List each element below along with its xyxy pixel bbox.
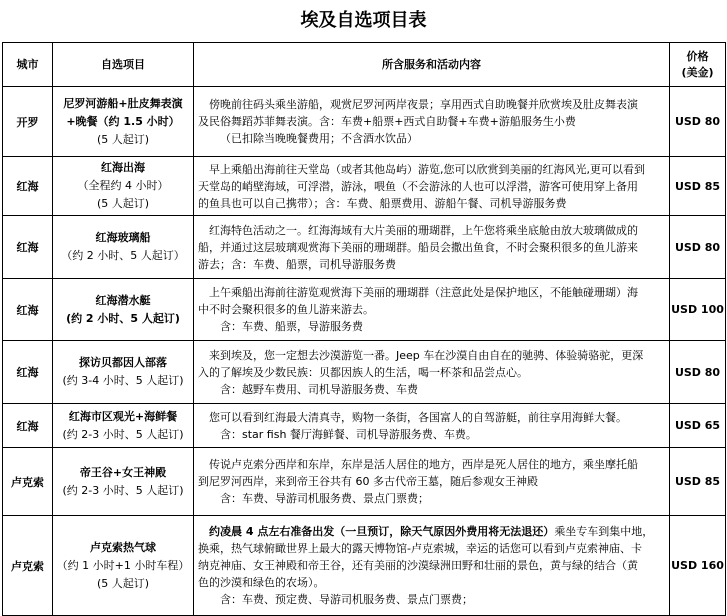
description-line: 入的了解埃及少数民族：贝都因族人的生活，喝一杯茶和品尝点心。 xyxy=(198,365,528,379)
description-line: 天堂岛的峭壁海域，可浮潜，游泳，喂鱼（不会游泳的人也可以浮潜，游客可使用穿上备用 xyxy=(198,179,638,193)
item-name: 帝王谷+女王神殿 xyxy=(79,465,167,479)
item-name: 红海出海 xyxy=(101,161,145,174)
departure-notice: 约凌晨 4 点左右准备出发（一旦预订，除天气原因外费用将无法退还） xyxy=(209,525,555,538)
table-row xyxy=(3,279,726,341)
city-cell: 卢克索 xyxy=(3,448,53,516)
table-row xyxy=(3,448,726,516)
optional-tours-table xyxy=(2,42,726,616)
description-line-tail: 乘坐专车到集中地， xyxy=(554,525,654,538)
item-cell xyxy=(53,448,194,516)
description-line: 含：车费、导游司机服务费、景点门票费； xyxy=(220,492,429,505)
item-note: (5 人起订) xyxy=(96,576,150,590)
price-cell: USD 80 xyxy=(670,341,726,404)
item-name: 卢克索热气球 xyxy=(90,540,156,554)
description-line: 色的沙漠和绿色的农场）。 xyxy=(198,576,325,589)
description-line: 到尼罗河西岸，来到帝王谷共有 60 多古代帝王墓，随后参观女王神殿 xyxy=(198,475,538,488)
description-line xyxy=(198,523,666,540)
description-cell xyxy=(194,448,670,516)
description-cell xyxy=(194,87,670,157)
item-note: (5 人起订) xyxy=(96,197,150,210)
description-line: 来到埃及，您一定想去沙漠游览一番。Jeep 车在沙漠自由自在的驰骋、体验骑骆驼，更深 xyxy=(209,348,644,362)
description-line: 上午乘船出海前往游览观赏海下美丽的珊瑚群（注意此处是保护地区，不能触碰珊瑚）海 xyxy=(209,286,638,299)
table-row xyxy=(3,516,726,616)
table-row xyxy=(3,87,726,157)
description-cell xyxy=(194,279,670,341)
description-line: 传说卢克索分西岸和东岸，东岸是活人居住的地方，西岸是死人居住的地方，乘坐摩托船 xyxy=(209,458,638,471)
header-price-line2: (美金) xyxy=(681,65,714,79)
description-cell xyxy=(194,341,670,404)
price-cell: USD 65 xyxy=(670,404,726,448)
description-line: 红海特色活动之一。红海海域有大片美丽的珊瑚群，上午您将乘坐底舱由放大玻璃做成的 xyxy=(209,223,638,237)
item-cell xyxy=(53,341,194,404)
city-cell: 红海 xyxy=(3,404,53,448)
table-row xyxy=(3,216,726,279)
description-cell xyxy=(194,157,670,216)
item-name: 尼罗河游船+肚皮舞表演 xyxy=(63,96,183,110)
item-name: 红海玻璃船 xyxy=(95,231,151,244)
city-cell: 红海 xyxy=(3,341,53,404)
description-line: 含：star fish 餐厅海鲜餐、司机导游服务费、车费。 xyxy=(220,427,477,441)
item-cell xyxy=(53,516,194,616)
item-cell xyxy=(53,279,194,341)
item-cell xyxy=(53,404,194,448)
description-line: 换乘，热气球俯瞰世界上最大的露天博物馆-卢克索城，幸运的话您可以看到卢克索神庙、卡 xyxy=(198,542,642,555)
table-row xyxy=(3,404,726,448)
document-title: 埃及自选项目表 xyxy=(300,10,427,31)
item-note: (5 人起订) xyxy=(96,132,150,146)
price-cell: USD 80 xyxy=(670,216,726,279)
header-city: 城市 xyxy=(3,43,53,87)
header-price xyxy=(670,43,726,87)
description-line: 傍晚前往码头乘坐游船，观赏尼罗河两岸夜景；享用西式自助晚餐并欣赏埃及肚皮舞表演 xyxy=(209,98,638,111)
item-detail: (约 3-4 小时、5 人起订) xyxy=(62,374,184,387)
city-cell: 卢克索 xyxy=(3,516,53,616)
item-detail: （全程约 4 小时） xyxy=(77,179,169,192)
item-detail: （约 2 小时、5 人起订） xyxy=(61,249,185,262)
table-row xyxy=(3,341,726,404)
item-name: 探访贝都因人部落 xyxy=(79,356,167,369)
item-detail: （约 1 小时+1 小时车程） xyxy=(56,558,190,572)
description-line: 的鱼具也可以自己携带）；含：车费、船票费用、游船午餐、司机导游服务费 xyxy=(198,196,567,210)
header-item: 自选项目 xyxy=(53,43,194,87)
item-cell xyxy=(53,157,194,216)
item-name: 红海市区观光+海鲜餐 xyxy=(68,409,178,423)
description-cell xyxy=(194,516,670,616)
description-line: 含：车费、船票，导游服务费 xyxy=(220,320,363,333)
item-detail: (约 2-3 小时、5 人起订) xyxy=(62,483,184,497)
description-line: 纳克神庙、女王神殿和帝王谷，还有美丽的沙漠绿洲田野和壮丽的景色，黄与绿的结合（黄 xyxy=(198,559,638,572)
description-cell xyxy=(194,404,670,448)
item-cell xyxy=(53,87,194,157)
description-line: 游去；含：车费、船票，司机导游服务费 xyxy=(198,257,396,271)
price-cell: USD 85 xyxy=(670,448,726,516)
description-line: 含：车费、预定费、导游司机服务费、景点门票费； xyxy=(220,593,473,606)
table-header-row xyxy=(3,43,726,87)
price-cell: USD 100 xyxy=(670,279,726,341)
description-cell xyxy=(194,216,670,279)
item-name: 红海潜水艇 xyxy=(95,293,151,307)
city-cell: 开罗 xyxy=(3,87,53,157)
item-detail: (约 2-3 小时、5 人起订) xyxy=(62,427,184,441)
description-line: 早上乘船出海前往天堂岛（或者其他岛屿）游览,您可以欣赏到美丽的红海风光,更可以看到 xyxy=(209,162,645,176)
price-cell: USD 80 xyxy=(670,87,726,157)
table-row xyxy=(3,157,726,216)
price-cell: USD 160 xyxy=(670,516,726,616)
description-line: 含：越野车费用、司机导游服务费、车费 xyxy=(220,382,418,396)
city-cell: 红海 xyxy=(3,216,53,279)
description-line: 船，并通过这层玻璃观赏海下美丽的珊瑚群。船员会撒出鱼食，不时会聚积很多的鱼儿游来 xyxy=(198,240,638,254)
city-cell: 红海 xyxy=(3,157,53,216)
description-line: 及民俗舞蹈苏菲舞表演。含：车费+船票+西式自助餐+车费+游船服务生小费 xyxy=(198,115,576,128)
description-line: （已扣除当晚晚餐费用；不含酒水饮品） xyxy=(220,132,418,145)
city-cell: 红海 xyxy=(3,279,53,341)
item-detail: (约 2 小时、5 人起订) xyxy=(66,311,180,325)
description-line: 您可以看到红海最大清真寺，购物一条街，各国富人的自驾游艇，前往享用海鲜大餐。 xyxy=(209,410,627,424)
header-content: 所含服务和活动内容 xyxy=(194,43,670,87)
header-price-line1: 价格 xyxy=(686,49,709,63)
description-line: 中不时会聚积很多的鱼儿游来游去。 xyxy=(198,303,374,316)
price-cell: USD 85 xyxy=(670,157,726,216)
item-cell xyxy=(53,216,194,279)
item-detail: +晚餐（约 1.5 小时） xyxy=(66,114,180,128)
